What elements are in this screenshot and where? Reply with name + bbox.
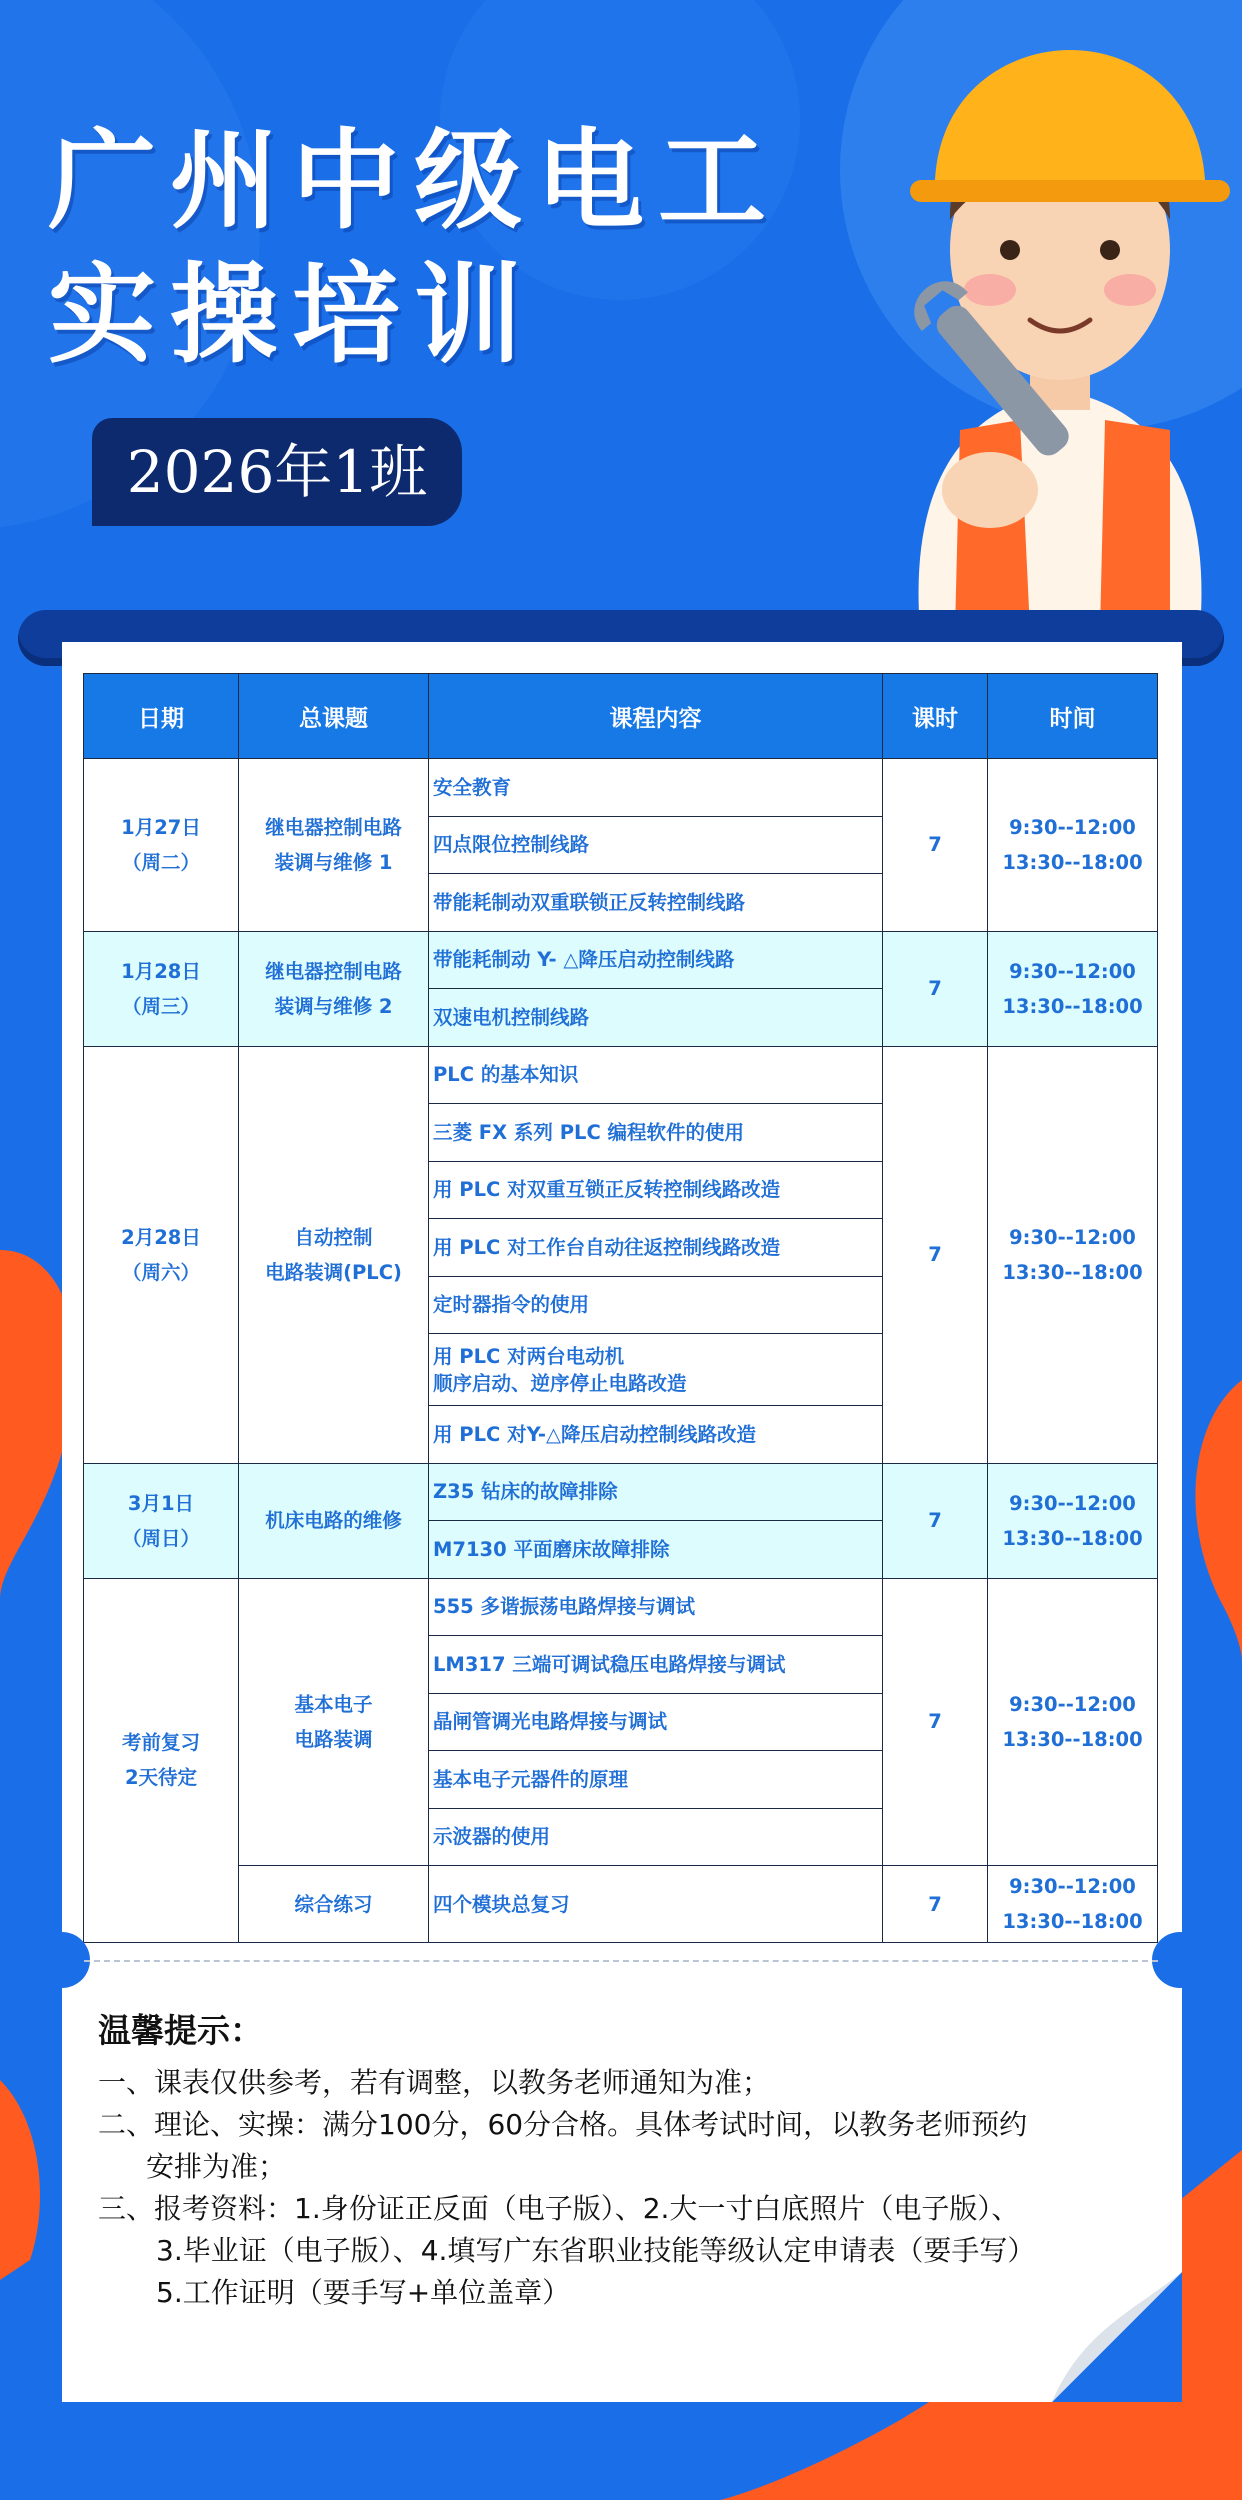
electrician-illustration — [880, 30, 1242, 630]
tip-line: 安排为准； — [146, 2150, 287, 2183]
content-cell: 三菱 FX 系列 PLC 编程软件的使用 — [429, 1104, 883, 1162]
topic-cell: 基本电子 电路装调 — [239, 1578, 429, 1866]
time-cell: 9:30--12:00 13:30--18:00 — [988, 931, 1158, 1046]
content-cell: 示波器的使用 — [429, 1808, 883, 1866]
content-cell: 用 PLC 对Y-△降压启动控制线路改造 — [429, 1406, 883, 1464]
date-cell: 2月28日 （周六） — [84, 1046, 239, 1463]
course-schedule-table — [83, 673, 1158, 1943]
content-cell: 定时器指令的使用 — [429, 1276, 883, 1334]
topic-cell: 继电器控制电路 装调与维修 2 — [239, 931, 429, 1046]
table-row — [84, 1866, 1158, 1943]
table-row — [84, 1046, 1158, 1104]
content-cell: 用 PLC 对两台电动机 顺序启动、逆序停止电路改造 — [429, 1334, 883, 1406]
content-cell: 四点限位控制线路 — [429, 816, 883, 874]
topic-cell: 自动控制 电路装调(PLC) — [239, 1046, 429, 1463]
title-line-1: 广州中级电工 — [48, 119, 781, 244]
content-cell: 安全教育 — [429, 759, 883, 817]
table-row — [84, 1578, 1158, 1636]
date-cell: 3月1日 （周日） — [84, 1463, 239, 1578]
ticket-notch-right — [1152, 1932, 1208, 1988]
time-cell: 9:30--12:00 13:30--18:00 — [988, 759, 1158, 932]
tips-section — [98, 2005, 1158, 2314]
table-header-row — [84, 674, 1158, 759]
date-cell: 1月28日 （周三） — [84, 931, 239, 1046]
hours-cell: 7 — [883, 1046, 988, 1463]
content-cell: 带能耗制动双重联锁正反转控制线路 — [429, 874, 883, 932]
content-cell: 用 PLC 对双重互锁正反转控制线路改造 — [429, 1161, 883, 1219]
topic-cell: 机床电路的维修 — [239, 1463, 429, 1578]
header-topic: 总课题 — [239, 674, 429, 759]
header-hours: 课时 — [883, 674, 988, 759]
ticket-notch-left — [34, 1932, 90, 1988]
content-cell: 双速电机控制线路 — [429, 989, 883, 1047]
table-row — [84, 931, 1158, 989]
header-content: 课程内容 — [429, 674, 883, 759]
hours-cell: 7 — [883, 1578, 988, 1866]
date-cell: 考前复习 2天待定 — [84, 1578, 239, 1943]
topic-cell: 综合练习 — [239, 1866, 429, 1943]
hours-cell: 7 — [883, 759, 988, 932]
tip-line: 3.毕业证（电子版）、4.填写广东省职业技能等级认定申请表（要手写） — [156, 2234, 1036, 2267]
hours-cell: 7 — [883, 931, 988, 1046]
tip-line: 5.工作证明（要手写+单位盖章） — [156, 2276, 571, 2309]
content-cell: 晶闸管调光电路焊接与调试 — [429, 1693, 883, 1751]
header-date: 日期 — [84, 674, 239, 759]
date-cell: 1月27日 （周二） — [84, 759, 239, 932]
content-cell: Z35 钻床的故障排除 — [429, 1463, 883, 1521]
content-cell: M7130 平面磨床故障排除 — [429, 1521, 883, 1579]
hours-cell: 7 — [883, 1866, 988, 1943]
time-cell: 9:30--12:00 13:30--18:00 — [988, 1046, 1158, 1463]
content-cell: 555 多谐振荡电路焊接与调试 — [429, 1578, 883, 1636]
content-cell: 基本电子元器件的原理 — [429, 1751, 883, 1809]
table-row — [84, 759, 1158, 817]
content-cell: LM317 三端可调试稳压电路焊接与调试 — [429, 1636, 883, 1694]
content-cell: PLC 的基本知识 — [429, 1046, 883, 1104]
topic-cell: 继电器控制电路 装调与维修 1 — [239, 759, 429, 932]
content-cell: 带能耗制动 Y- △降压启动控制线路 — [429, 931, 883, 989]
hours-cell: 7 — [883, 1463, 988, 1578]
dashed-divider — [84, 1960, 1158, 1962]
content-cell: 用 PLC 对工作台自动往返控制线路改造 — [429, 1219, 883, 1277]
class-badge: 2026年1班 — [92, 418, 462, 526]
table-row — [84, 1463, 1158, 1521]
tips-heading: 温馨提示： — [98, 2011, 263, 2050]
tip-line: 二、理论、实操：满分100分，60分合格。具体考试时间，以教务老师预约 — [98, 2108, 1028, 2141]
tip-line: 一、课表仅供参考，若有调整，以教务老师通知为准； — [98, 2066, 771, 2099]
title-line-2: 实操培训 — [48, 253, 537, 378]
time-cell: 9:30--12:00 13:30--18:00 — [988, 1463, 1158, 1578]
content-cell: 四个模块总复习 — [429, 1866, 883, 1943]
header-time: 时间 — [988, 674, 1158, 759]
time-cell: 9:30--12:00 13:30--18:00 — [988, 1866, 1158, 1943]
tip-line: 三、报考资料：1.身份证正反面（电子版）、2.大一寸白底照片（电子版）、 — [98, 2192, 1020, 2225]
time-cell: 9:30--12:00 13:30--18:00 — [988, 1578, 1158, 1866]
